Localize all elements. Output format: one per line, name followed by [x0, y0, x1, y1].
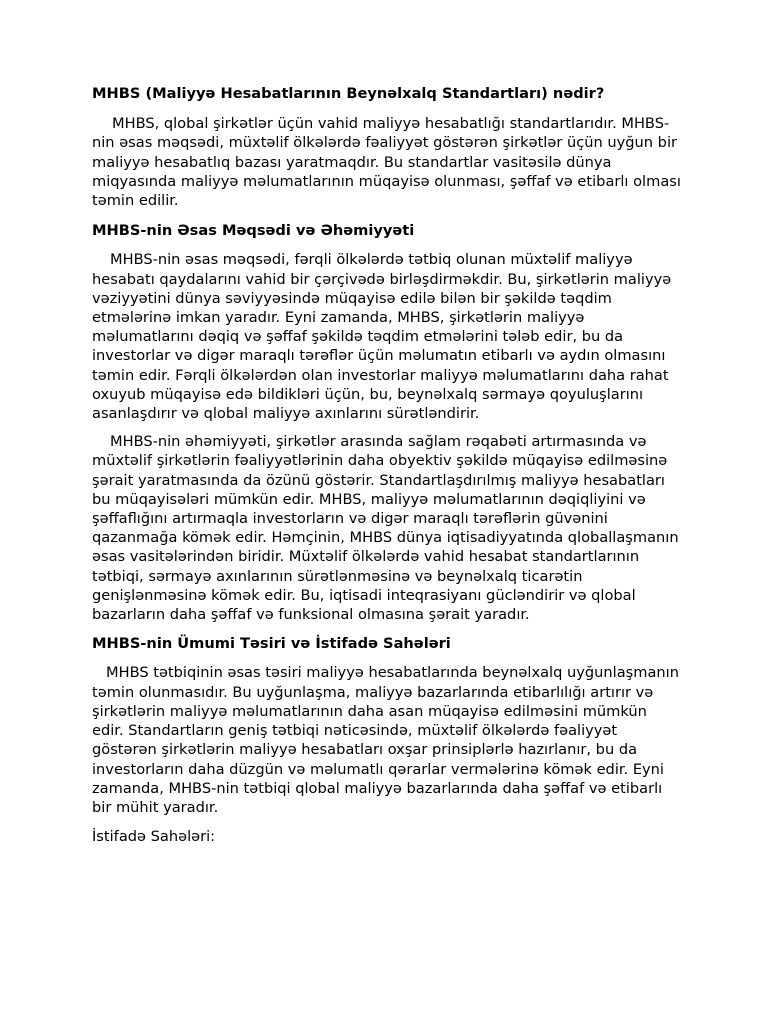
heading-impact-usage: MHBS-nin Ümumi Təsiri və İstifadə Sahələri [92, 635, 451, 653]
paragraph-impact: MHBS tətbiqinin əsas təsiri maliyyə hesabatlarında beynəlxalq uyğunlaşmanın təmin olunmasıdır. Bu uyğunlaşma, maliyyə bazarlarında etibarlılığı artırır və şirkətlərin maliyyə məlumatlarının daha asan müqayisə edilməsini mümkün edir. Standartların geniş tətbiqi nəticəsində, müxtəlif ölkələrdə fəaliyyət göstərən şirkətlərin maliyyə hesabatları oxşar prinsiplərlə hazırlanır, bu da investorların daha düzgün və məlumatlı qərarlar vermələrinə kömək edir. Eyni zamanda, MHBS-nin tətbiqi qlobal maliyyə bazarlarında daha şəffaf və etibarlı bir mühit yaradır. [92, 664, 679, 816]
heading-purpose-importance: MHBS-nin Əsas Məqsədi və Əhəmiyyəti [92, 222, 415, 240]
paragraph-usage-areas-label: İstifadə Sahələri: [92, 828, 216, 846]
paragraph-importance: MHBS-nin əhəmiyyəti, şirkətlər arasında sağlam rəqabəti artırmasında və müxtəlif şirkətlərin fəaliyyətlərinin daha obyektiv şəkildə müqayisə edilməsinə şərait yaratmasında da özünü göstərir. Standartlaşdırılmış maliyyə hesabatları bu müqayisələri mümkün edir. MHBS, maliyyə məlumatlarının dəqiqliyini və şəffaflığını artırmaqla investorların və digər maraqlı tərəflərin güvənini qazanmağa kömək edir. Həmçinin, MHBS dünya iqtisadiyyatında qloballaşmanın əsas vasitələrindən biridir. Müxtəlif ölkələrdə vahid hesabat standartlarının tətbiqi, sərmayə axınlarının sürətlənməsinə və beynəlxalq ticarətin genişlənməsinə kömək edir. Bu, iqtisadi inteqrasiyanı gücləndirir və qlobal bazarların daha şəffaf və funksional olmasına şərait yaradır. [92, 433, 679, 624]
paragraph-intro: MHBS, qlobal şirkətlər üçün vahid maliyyə hesabatlığı standartlarıdır. MHBS-nin əsas məqsədi, müxtəlif ölkələrdə fəaliyyət göstərən şirkətlər üçün uyğun bir maliyyə hesabatlıq bazası yaratmaqdır. Bu standartlar vasitəsilə dünya miqyasında maliyyə məlumatlarının müqayisə olunması, şəffaf və etibarlı olması təmin edilir. [92, 115, 681, 210]
paragraph-purpose: MHBS-nin əsas məqsədi, fərqli ölkələrdə tətbiq olunan müxtəlif maliyyə hesabatı qaydalarını vahid bir çərçivədə birləşdirməkdir. Bu, şirkətlərin maliyyə vəziyyətini dünya səviyyəsində müqayisə edilə bilən bir şəkildə təqdim etmələrinə imkan yaradır. Eyni zamanda, MHBS, şirkətlərin maliyyə məlumatlarını dəqiq və şəffaf şəkildə təqdim etmələrini tələb edir, bu da investorlar və digər maraqlı tərəflər üçün məlumatın etibarlı və aydın olmasını təmin edir. Fərqli ölkələrdən olan investorlar maliyyə məlumatlarını daha rahat oxuyub müqayisə edə bildikləri üçün, bu, beynəlxalq sərmayə qoyuluşlarını asanlaşdırır və qlobal maliyyə axınlarını sürətləndirir. [92, 251, 672, 423]
document-page [92, 84, 682, 846]
heading-what-is-mhbs: MHBS (Maliyyə Hesabatlarının Beynəlxalq Standartları) nədir? [92, 85, 605, 102]
